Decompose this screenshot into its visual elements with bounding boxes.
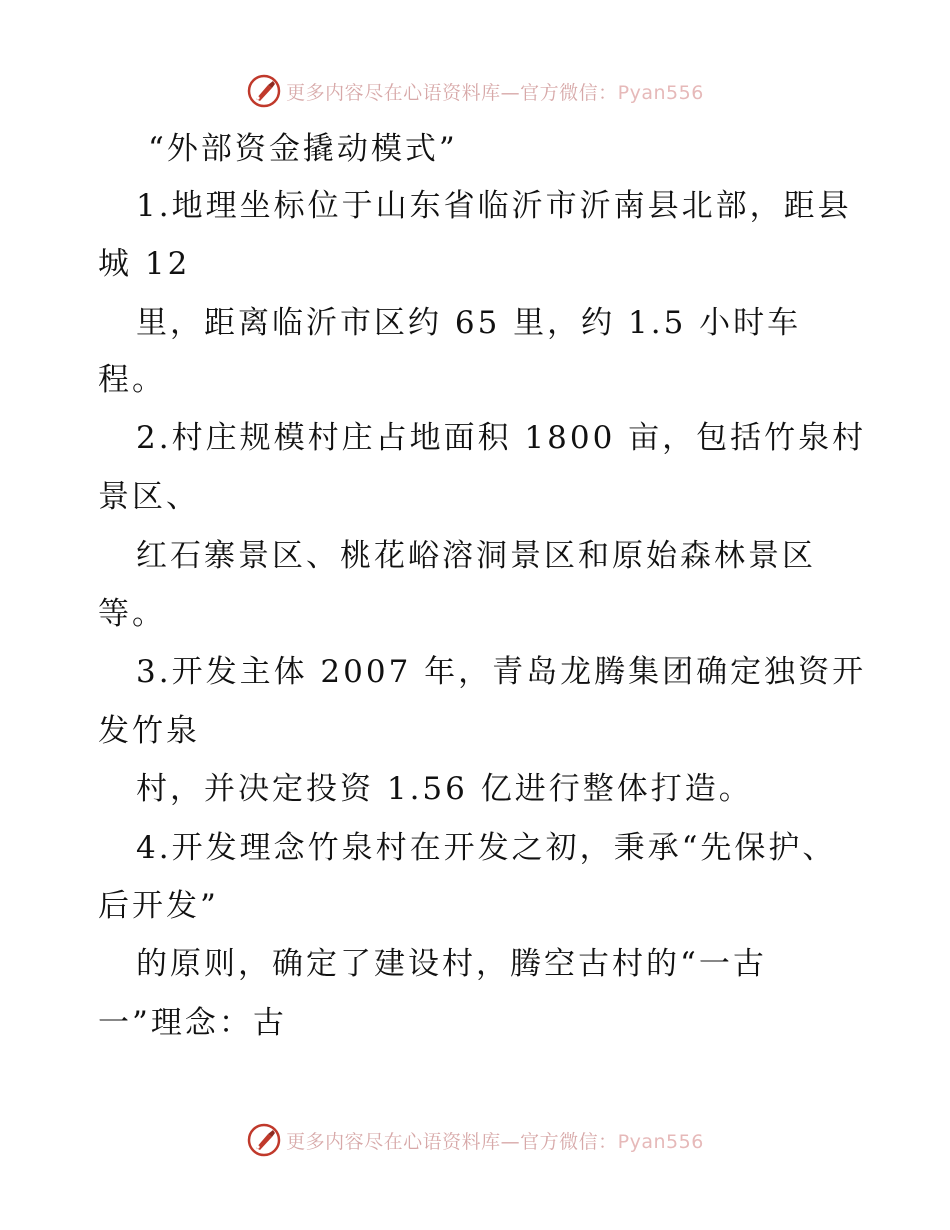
paragraph-line: 一”理念：古: [98, 1005, 287, 1041]
paragraph-line: 2.村庄规模村庄占地面积 1800 亩，包括竹泉村: [136, 420, 867, 456]
section-heading: “外部资金撬动模式”: [148, 131, 458, 167]
paragraph-line: 的原则，确定了建设村，腾空古村的“一古: [136, 946, 767, 982]
watermark-text: 更多内容尽在心语资料库—官方微信：Pyan556: [286, 1130, 704, 1153]
paragraph-line: 里，距离临沂市区约 65 里，约 1.5 小时车: [136, 305, 802, 341]
watermark-text: 更多内容尽在心语资料库—官方微信：Pyan556: [286, 81, 704, 104]
paragraph-line: 1.地理坐标位于山东省临沂市沂南县北部，距县: [136, 188, 852, 224]
pen-logo-icon: [246, 73, 282, 109]
paragraph-line: 后开发”: [98, 888, 219, 924]
paragraph-line: 3.开发主体 2007 年，青岛龙腾集团确定独资开: [136, 654, 867, 690]
paragraph-line: 村，并决定投资 1.56 亿进行整体打造。: [136, 771, 753, 807]
paragraph-line: 等。: [98, 596, 166, 632]
paragraph-line: 程。: [98, 362, 166, 398]
paragraph-line: 景区、: [98, 479, 200, 515]
paragraph-line: 4.开发理念竹泉村在开发之初，秉承“先保护、: [136, 830, 837, 866]
paragraph-line: 发竹泉: [98, 713, 200, 749]
footer-watermark: [0, 1120, 950, 1160]
header-watermark: [0, 71, 950, 111]
paragraph-line: 城 12: [98, 246, 191, 282]
pen-logo-icon: [246, 1122, 282, 1158]
paragraph-line: 红石寨景区、桃花峪溶洞景区和原始森林景区: [136, 538, 816, 574]
